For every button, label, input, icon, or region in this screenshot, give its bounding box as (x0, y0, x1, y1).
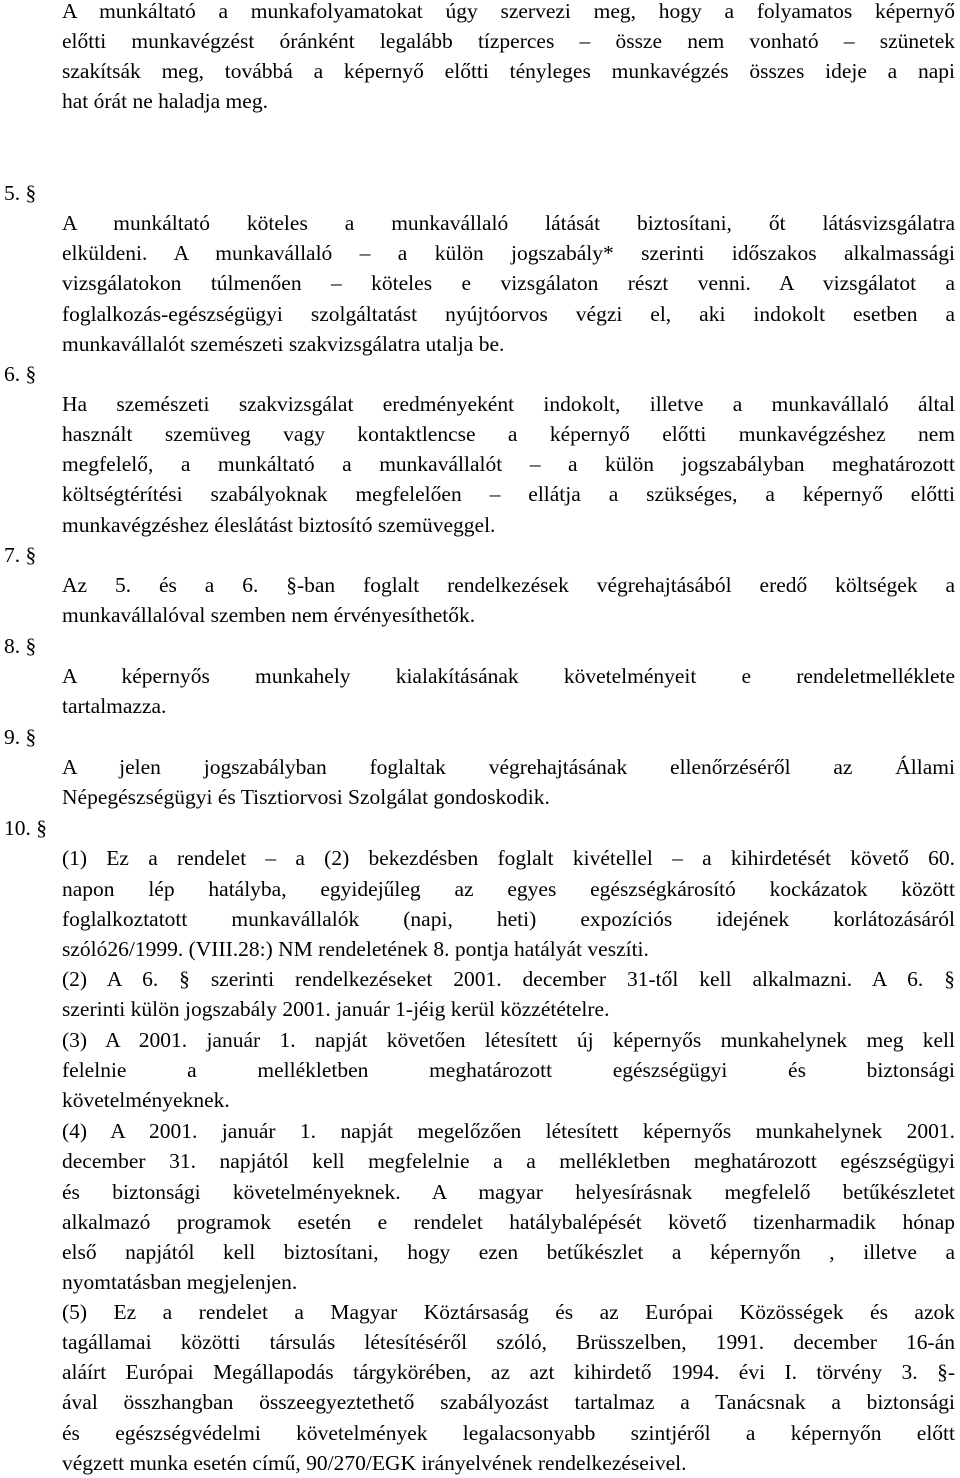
text-line: A jelen jogszabályban foglaltak végrehajtásának ellenőrzéséről az Állami (62, 755, 955, 779)
text-line: foglalkozás-egészségügyi szolgáltatást nyújtóorvos végzi el, aki indokolt esetben a (62, 302, 955, 326)
text-line: vizsgálatokon túlmenően – köteles e vizsgálaton részt venni. A vizsgálatot a (62, 271, 955, 295)
text-line: aláírt Európai Megállapodás tárgykörében, az azt kihirdető 1994. évi I. törvény 3. §- (62, 1360, 955, 1384)
text-line: első napjától kell biztosítani, hogy ezen betűkészlet a képernyőn , illetve a (62, 1240, 955, 1264)
text-line: foglalkoztatott munkavállalók (napi, heti) expozíciós idejének korlátozásáról (62, 907, 955, 931)
text-line: munkavégzéshez éleslátást biztosító szemüveggel. (62, 513, 496, 537)
text-line: előtti munkavégzést óránként legalább tízperces – össze nem vonható – szünetek (62, 29, 955, 53)
text-line: nyomtatásban megjelenjen. (62, 1270, 298, 1294)
text-line: munkavállalóval szemben nem érvényesíthetők. (62, 603, 476, 627)
section-number: 8. § (4, 634, 37, 658)
section-number: 10. § (4, 816, 47, 840)
text-line: elküldeni. A munkavállaló – a külön jogszabály* szerinti időszakos alkalmassági (62, 241, 955, 265)
text-line: és biztonsági követelményeknek. A magyar helyesírásnak megfelelő betűkészletet (62, 1180, 955, 1204)
text-line: szóló26/1999. (VIII.28:) NM rendeletének 8. pontja hatályát veszíti. (62, 937, 649, 961)
text-line: (2) A 6. § szerinti rendelkezéseket 2001. december 31-től kell alkalmazni. A 6. § (62, 967, 955, 991)
section-number: 5. § (4, 181, 37, 205)
section-number: 9. § (4, 725, 37, 749)
text-line: Népegészségügyi és Tisztiorvosi Szolgálat gondoskodik. (62, 785, 550, 809)
text-line: A munkáltató a munkafolyamatokat úgy szervezi meg, hogy a folyamatos képernyő (62, 0, 955, 23)
text-line: alkalmazó programok esetén e rendelet hatálybalépését követő tizenharmadik hónap (62, 1210, 955, 1234)
text-line: december 31. napjától kell megfelelnie a a mellékletben meghatározott egészségügyi (62, 1149, 955, 1173)
text-line: hat órát ne haladja meg. (62, 89, 268, 113)
text-line: használt szemüveg vagy kontaktlencse a képernyő előtti munkavégzéshez nem (62, 422, 955, 446)
text-line: A munkáltató köteles a munkavállaló látását biztosítani, őt látásvizsgálatra (62, 211, 955, 235)
text-line: (1) Ez a rendelet – a (2) bekezdésben foglalt kivétellel – a kihirdetését követő 60. (62, 846, 955, 870)
text-line: követelményeknek. (62, 1088, 230, 1112)
section-number: 6. § (4, 362, 37, 386)
text-line: A képernyős munkahely kialakításának követelményeit e rendeletmelléklete (62, 664, 955, 688)
text-line: Ha szemészeti szakvizsgálat eredményeként indokolt, illetve a munkavállaló által (62, 392, 955, 416)
text-line: ával összhangban összeegyeztethető szabályozást tartalmaz a Tanácsnak a biztonsági (62, 1390, 955, 1414)
text-line: munkavállalót szemészeti szakvizsgálatra utalja be. (62, 332, 505, 356)
text-line: napon lép hatályba, egyidejűleg az egyes egészségkárosító kockázatok között (62, 877, 955, 901)
text-line: költségtérítési szabályoknak megfelelően – ellátja a szükséges, a képernyő előtti (62, 482, 955, 506)
text-line: megfelelő, a munkáltató a munkavállalót – a külön jogszabályban meghatározott (62, 452, 955, 476)
text-line: végzett munka esetén című, 90/270/EGK irányelvének rendelkezéseivel. (62, 1451, 687, 1475)
text-line: szerinti külön jogszabály 2001. január 1-jéig kerül közzétételre. (62, 997, 610, 1021)
text-line: felelnie a mellékletben meghatározott egészségügyi és biztonsági (62, 1058, 955, 1082)
section-number: 7. § (4, 543, 37, 567)
text-line: szakítsák meg, továbbá a képernyő előtti tényleges munkavégzés összes ideje a napi (62, 59, 955, 83)
text-line: és egészségvédelmi követelmények legalacsonyabb szintjéről a képernyőn előtt (62, 1421, 955, 1445)
text-line: (3) A 2001. január 1. napját követően létesített új képernyős munkahelynek meg kell (62, 1028, 955, 1052)
text-line: tartalmazza. (62, 694, 167, 718)
text-line: Az 5. és a 6. §-ban foglalt rendelkezések végrehajtásából eredő költségek a (62, 573, 955, 597)
text-line: (5) Ez a rendelet a Magyar Köztársaság és az Európai Közösségek és azok (62, 1300, 955, 1324)
text-line: tagállamai közötti társulás létesítéséről szóló, Brüsszelben, 1991. december 16-án (62, 1330, 955, 1354)
text-line: (4) A 2001. január 1. napját megelőzően létesített képernyős munkahelynek 2001. (62, 1119, 955, 1143)
